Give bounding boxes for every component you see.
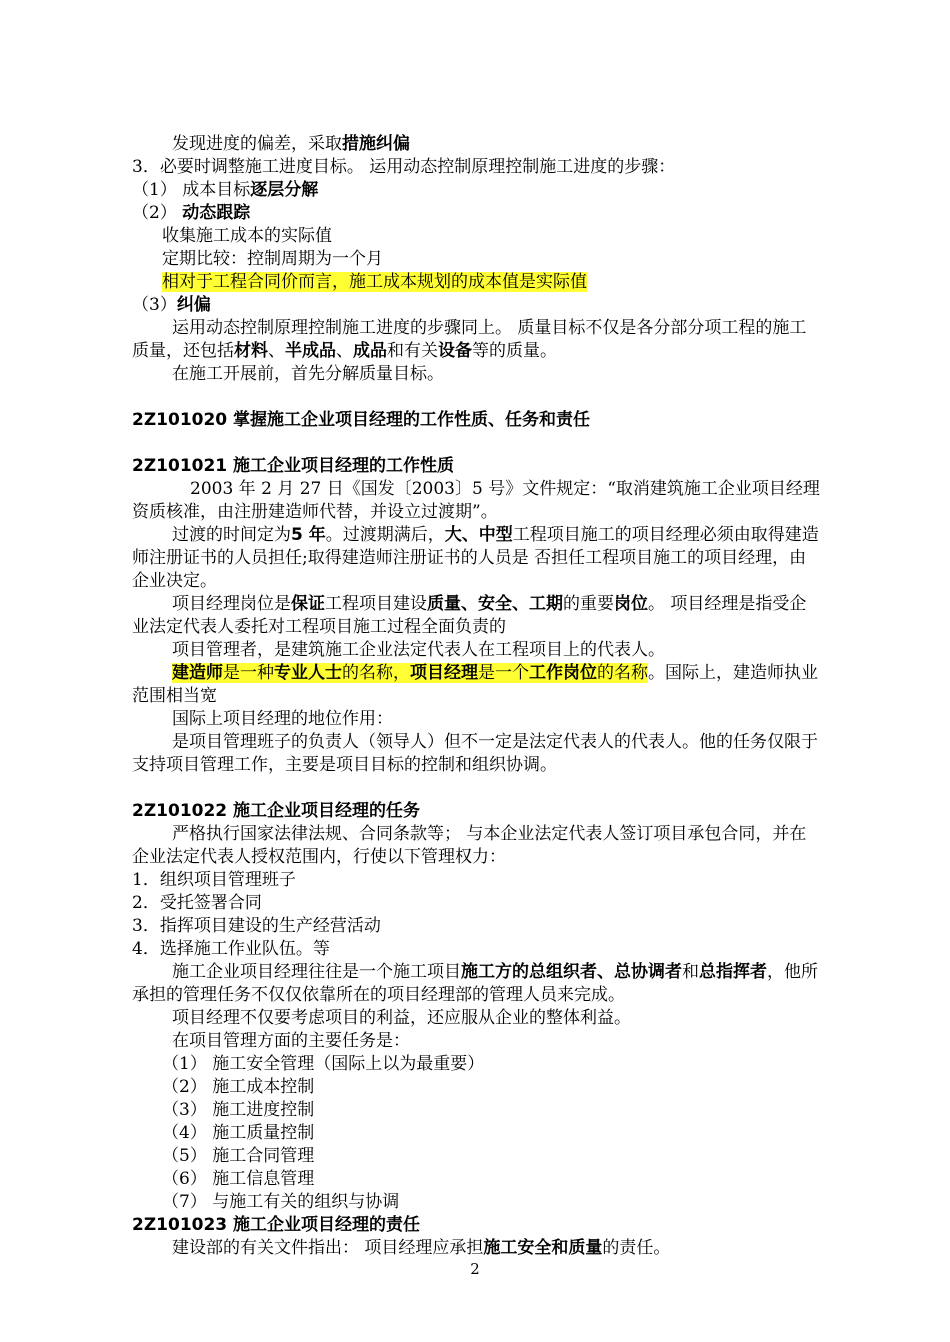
list-item: （1） 施工安全管理（国际上以为最重要）	[162, 1054, 485, 1074]
paragraph: 是项目管理班子的负责人（领导人）但不一定是法定代表人的代表人。他的任务仅限于支持项目管理工作，主要是项目目标的控制和组织协调。	[132, 732, 818, 775]
paragraph: （3）纠偏	[132, 295, 211, 315]
list-item: （2） 施工成本控制	[162, 1077, 315, 1097]
list-item: （7） 与施工有关的组织与协调	[162, 1192, 400, 1212]
paragraph: 施工企业项目经理往往是一个施工项目施工方的总组织者、总协调者和总指挥者，他所承担的管理任务不仅仅依靠所在的项目经理部的管理人员来完成。	[132, 962, 818, 1005]
section-heading: 2Z101023 施工企业项目经理的责任	[132, 1215, 421, 1235]
section-heading: 2Z101022 施工企业项目经理的任务	[132, 801, 421, 821]
paragraph: 发现进度的偏差，采取措施纠偏	[172, 134, 410, 154]
document-body	[132, 133, 822, 1260]
list-item: 4．选择施工作业队伍。等	[132, 939, 330, 959]
paragraph: 定期比较：控制周期为一个月	[162, 249, 383, 269]
paragraph: 严格执行国家法律法规、合同条款等； 与本企业法定代表人签订项目承包合同，并在企业法定代表人授权范围内，行使以下管理权力：	[132, 824, 807, 867]
paragraph: 收集施工成本的实际值	[162, 226, 332, 246]
paragraph: 项目管理者，是建筑施工企业法定代表人在工程项目上的代表人。	[172, 640, 665, 660]
highlighted-paragraph: 相对于工程合同价而言，施工成本规划的成本值是实际值	[162, 272, 587, 292]
list-item: 1．组织项目管理班子	[132, 870, 296, 890]
list-item: （4） 施工质量控制	[162, 1123, 315, 1143]
section-heading: 2Z101020 掌握施工企业项目经理的工作性质、任务和责任	[132, 410, 591, 430]
list-item: （3） 施工进度控制	[162, 1100, 315, 1120]
list-item: 3．指挥项目建设的生产经营活动	[132, 916, 381, 936]
list-item: （5） 施工合同管理	[162, 1146, 315, 1166]
paragraph: 3．必要时调整施工进度目标。 运用动态控制原理控制施工进度的步骤：	[132, 157, 676, 177]
paragraph: 2003 年 2 月 27 日《国发〔2003〕5 号》文件规定：“取消建筑施工企业项目经理资质核准，由注册建造师代替，并设立过渡期”。	[132, 479, 820, 522]
paragraph: （2） 动态跟踪	[132, 203, 251, 223]
paragraph: 在施工开展前，首先分解质量目标。	[172, 364, 444, 384]
list-item: 2．受托签署合同	[132, 893, 262, 913]
paragraph: 在项目管理方面的主要任务是：	[172, 1031, 410, 1051]
paragraph: （1） 成本目标逐层分解	[132, 180, 319, 200]
paragraph: 项目经理不仅要考虑项目的利益，还应服从企业的整体利益。	[172, 1008, 631, 1028]
paragraph: 运用动态控制原理控制施工进度的步骤同上。 质量目标不仅是各分部分项工程的施工质量，还包括材料、半成品、成品和有关设备等的质量。	[132, 318, 807, 361]
highlighted-paragraph: 建造师是一种专业人士的名称，项目经理是一个工作岗位的名称。国际上，建造师执业范围相当宽	[132, 663, 818, 706]
page-number: 2	[470, 1260, 480, 1278]
section-heading: 2Z101021 施工企业项目经理的工作性质	[132, 456, 455, 476]
paragraph: 建设部的有关文件指出： 项目经理应承担施工安全和质量的责任。	[172, 1238, 671, 1258]
list-item: （6） 施工信息管理	[162, 1169, 315, 1189]
paragraph: 国际上项目经理的地位作用：	[172, 709, 393, 729]
paragraph: 过渡的时间定为5 年。过渡期满后，大、中型工程项目施工的项目经理必须由取得建造师注册证书的人员担任;取得建造师注册证书的人员是 否担任工程项目施工的项目经理，由企业决定。	[132, 525, 819, 591]
paragraph: 项目经理岗位是保证工程项目建设质量、安全、工期的重要岗位。 项目经理是指受企业法定代表人委托对工程项目施工过程全面负责的	[132, 594, 807, 637]
